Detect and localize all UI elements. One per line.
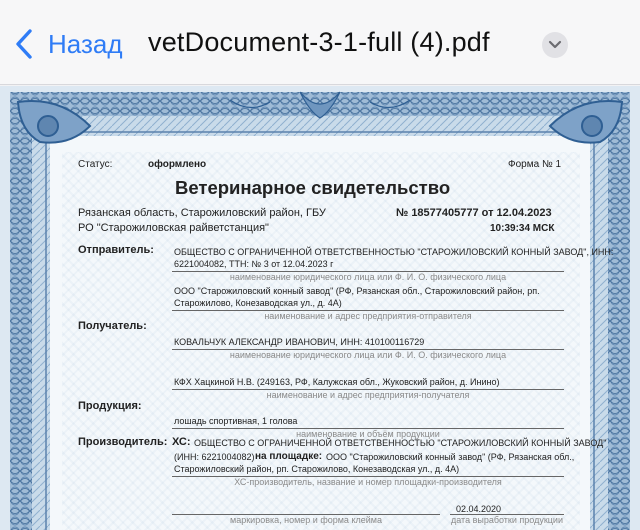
product-value: лошадь спортивная, 1 голова xyxy=(174,416,298,426)
status-label: Статус: xyxy=(78,159,113,170)
recipient-address: КФХ Хацкиной Н.В. (249163, РФ, Калужская обл., Жуковский район, д. Инино) xyxy=(174,377,500,387)
status-value: оформлено xyxy=(148,159,207,170)
sender-name-line-2: 6221004082, ТТН: № 3 от 12.04.2023 г xyxy=(174,259,334,269)
certificate-number: № 18577405777 от 12.04.2023 xyxy=(396,207,552,219)
recipient-address-caption: наименование и адрес предприятия-получателя xyxy=(266,390,470,400)
sender-label: Отправитель: xyxy=(78,244,154,256)
producer-line-3: Старожиловский район, рп. Старожилово, Конезаводская ул., д. 4А) xyxy=(174,464,460,474)
marking-caption: маркировка, номер и форма клейма xyxy=(230,515,382,525)
back-button[interactable] xyxy=(12,26,123,62)
recipient-label: Получатель: xyxy=(78,320,147,332)
recipient-name: КОВАЛЬЧУК АЛЕКСАНДР ИВАНОВИЧ, ИНН: 410100116729 xyxy=(174,337,425,347)
producer-caption: ХС-производитель, название и номер площадки-производителя xyxy=(234,477,502,487)
file-title: vetDocument-3-1-full (4).pdf xyxy=(148,27,490,57)
pdf-viewer-header xyxy=(0,0,640,85)
recipient-name-caption: наименование юридического лица или Ф. И. О. физического лица xyxy=(229,350,507,360)
back-label: Назад xyxy=(48,28,123,59)
date-caption: дата выработки продукции xyxy=(451,515,563,525)
form-number: Форма № 1 xyxy=(508,159,562,170)
sender-address-caption: наименование и адрес предприятия-отправителя xyxy=(264,311,472,321)
certificate-heading: Ветеринарное свидетельство xyxy=(175,177,451,198)
sender-name-line-1: ОБЩЕСТВО С ОГРАНИЧЕННОЙ ОТВЕТСТВЕННОСТЬЮ "СТАРОЖИЛОВСКИЙ КОННЫЙ ЗАВОД", ИНН: xyxy=(174,247,614,257)
sender-address-line-1: ООО "Старожиловский конный завод" (РФ, Рязанская обл., Старожиловский район, рп. xyxy=(174,286,540,296)
producer-line-1: ОБЩЕСТВО С ОГРАНИЧЕННОЙ ОТВЕТСТВЕННОСТЬЮ "СТАРОЖИЛОВСКИЙ КОННЫЙ ЗАВОД" xyxy=(194,438,607,448)
pdf-page-view[interactable] xyxy=(0,86,640,530)
issuer-line-2: РО "Старожиловская райветстанция" xyxy=(78,222,269,234)
title-menu-button[interactable] xyxy=(542,32,568,58)
producer-label: Производитель: xyxy=(78,436,168,448)
issuer-line-1: Рязанская область, Старожиловский район, ГБУ xyxy=(78,207,326,219)
producer-hs-label: ХС: xyxy=(172,436,191,448)
producer-inn: (ИНН: 6221004082) xyxy=(174,452,255,462)
sender-address-line-2: Старожилово, Конезаводская ул., д. 4А) xyxy=(174,298,342,308)
producer-line-2: ООО "Старожиловский конный завод" (РФ, Рязанская обл., xyxy=(326,452,575,462)
chevron-left-icon xyxy=(12,28,36,60)
chevron-down-icon xyxy=(548,40,562,50)
sender-name-caption: наименование юридического лица или Ф. И. О. физического лица xyxy=(229,272,507,282)
product-caption: наименование и объём продукции xyxy=(296,429,440,439)
product-label: Продукция: xyxy=(78,400,142,412)
producer-site-label: на площадке: xyxy=(255,451,323,462)
production-date: 02.04.2020 xyxy=(456,504,502,514)
certificate-time: 10:39:34 МСК xyxy=(490,223,555,234)
